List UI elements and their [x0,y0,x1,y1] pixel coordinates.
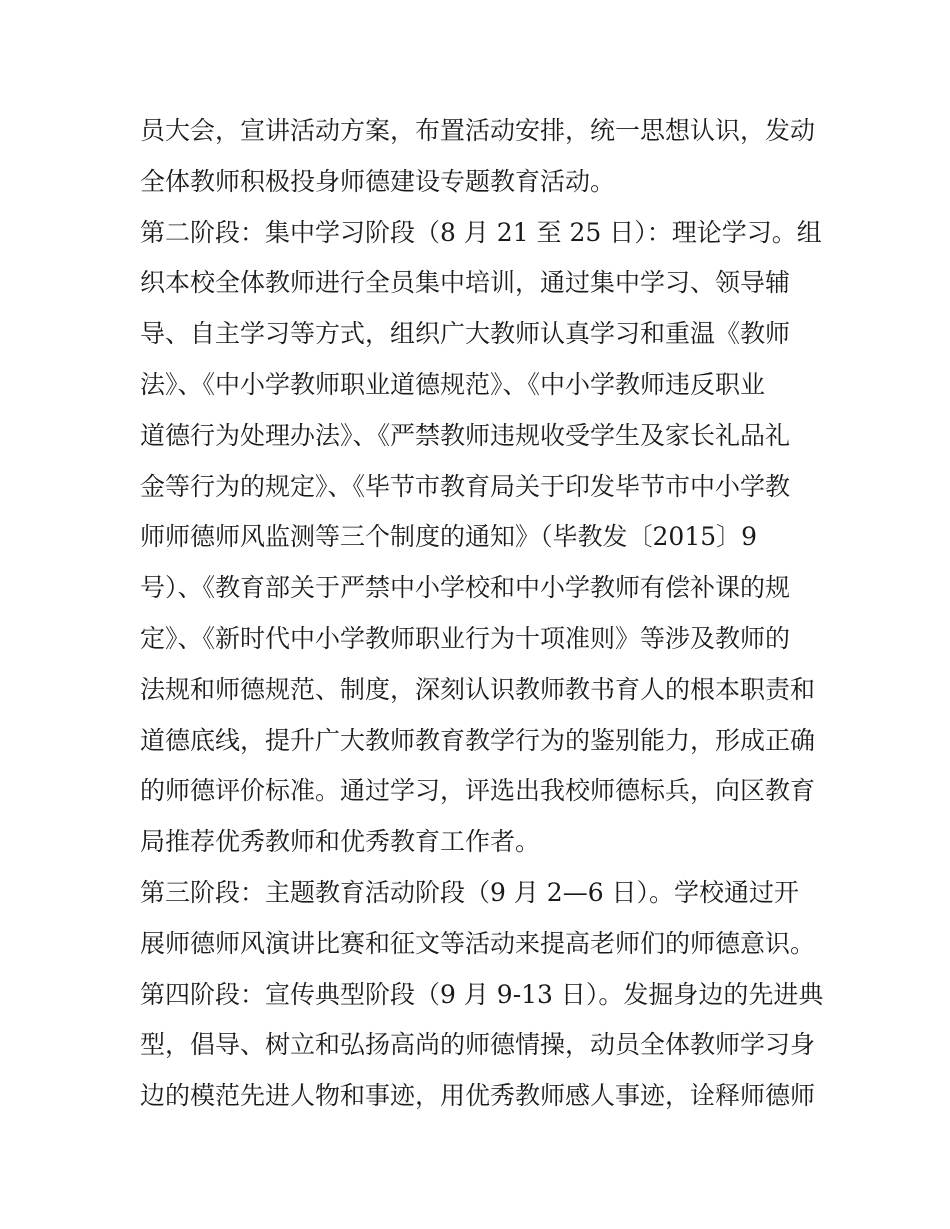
text-line: 第四阶段：宣传典型阶段（9 月 9-13 日）。发掘身边的先进典 [140,979,824,1009]
text-line: 第二阶段：集中学习阶段（8 月 21 至 25 日）：理论学习。组 [140,217,822,247]
text-line: 员大会，宣讲活动方案，布置活动安排，统一思想认识，发动 [140,116,816,145]
text-line: 金等行为的规定》、《毕节市教育局关于印发毕节市中小学教 [140,471,791,501]
text-line: 的师德评价标准。通过学习，评选出我校师德标兵，向区教育 [140,776,816,806]
document-body [140,106,824,1122]
text-line: 号）、《教育部关于严禁中小学校和中小学教师有偿补课的规 [140,573,791,603]
text-line: 局推荐优秀教师和优秀教育工作者。 [140,827,541,857]
text-line: 法》、《中小学教师职业道德规范》、《中小学教师违反职业 [140,369,766,399]
text-line: 第三阶段：主题教育活动阶段（9 月 2—6 日）。学校通过开 [140,877,800,907]
text-line: 道德行为处理办法》、《严禁教师违规收受学生及家长礼品礼 [140,420,791,450]
text-line: 法规和师德规范、制度，深刻认识教师教书育人的根本职责和 [140,674,816,704]
text-line: 型，倡导、树立和弘扬高尚的师德情操，动员全体教师学习身 [140,1030,816,1060]
text-line: 师师德师风监测等三个制度的通知》（毕教发〔2015〕9 [140,522,758,552]
text-line: 定》、《新时代中小学教师职业行为十项准则》等涉及教师的 [140,623,791,653]
text-line: 道德底线，提升广大教师教育教学行为的鉴别能力，形成正确 [140,725,816,755]
text-line: 全体教师积极投身师德建设专题教育活动。 [140,166,616,196]
text-line: 展师德师风演讲比赛和征文等活动来提高老师们的师德意识。 [140,928,816,958]
text-line: 导、自主学习等方式，组织广大教师认真学习和重温《教师 [140,319,791,349]
text-line: 边的模范先进人物和事迹，用优秀教师感人事迹，诠释师德师 [140,1081,816,1111]
text-line: 织本校全体教师进行全员集中培训，通过集中学习、领导辅 [140,268,791,298]
